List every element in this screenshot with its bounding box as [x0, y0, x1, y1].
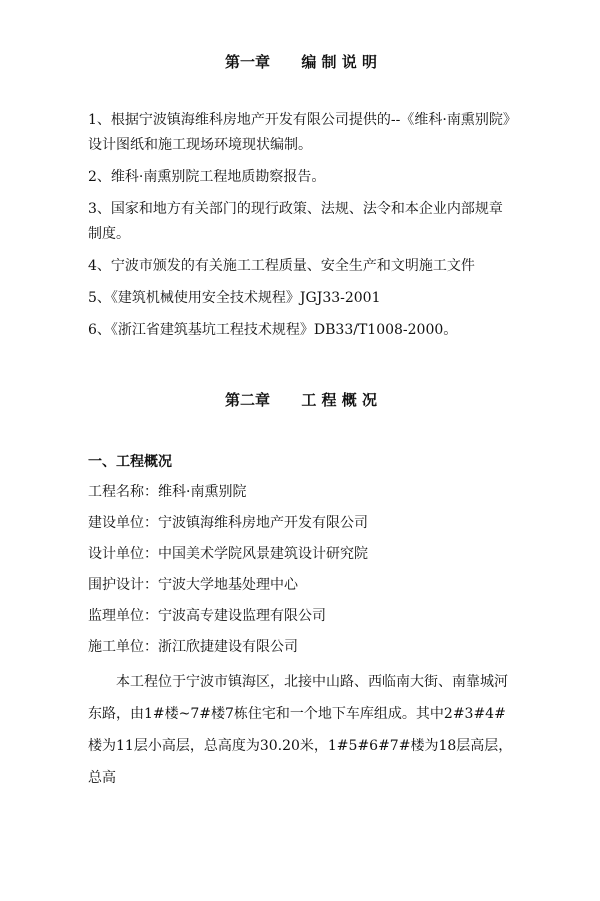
project-name-field: 工程名称：维科·南熏别院 — [88, 484, 247, 500]
list-item: 4、宁波市颁发的有关施工工程质量、安全生产和文明施工文件 — [88, 258, 475, 274]
contractor-field: 施工单位：浙江欣捷建设有限公司 — [88, 639, 298, 655]
client-field: 建设单位：宁波镇海维科房地产开发有限公司 — [88, 515, 368, 531]
chapter-1-title: 第一章 编 制 说 明 — [224, 53, 377, 71]
project-info-fields — [88, 480, 514, 660]
list-item: 2、维科·南熏别院工程地质勘察报告。 — [88, 169, 326, 185]
section-heading: 一、工程概况 — [88, 454, 172, 470]
designer-field: 设计单位：中国美术学院风景建筑设计研究院 — [88, 546, 368, 562]
list-item: 1、根据宁波镇海维科房地产开发有限公司提供的--《维科·南熏别院》设计图纸和施工现场环境现状编制。 — [88, 112, 510, 153]
enclosure-design-field: 围护设计：宁波大学地基处理中心 — [88, 577, 298, 593]
chapter-2-title: 第二章 工 程 概 况 — [224, 391, 377, 409]
document-page — [0, 52, 600, 901]
list-item: 6、《浙江省建筑基坑工程技术规程》DB33/T1008-2000。 — [88, 322, 458, 338]
list-item: 3、国家和地方有关部门的现行政策、法规、法令和本企业内部规章制度。 — [88, 201, 503, 242]
list-item: 5、《建筑机械使用安全技术规程》JGJ33-2001 — [88, 290, 381, 306]
supervisor-field: 监理单位：宁波高专建设监理有限公司 — [88, 608, 326, 624]
chapter-1-list — [88, 108, 514, 343]
project-description: 本工程位于宁波市镇海区，北接中山路、西临南大街、南靠城河东路，由1#楼~7#楼7栋住宅和一个地下车库组成。其中2#3#4#楼为11层小高层，总高度为30.20米，1#5#6#7#楼为18层高层，总高 — [88, 674, 513, 786]
